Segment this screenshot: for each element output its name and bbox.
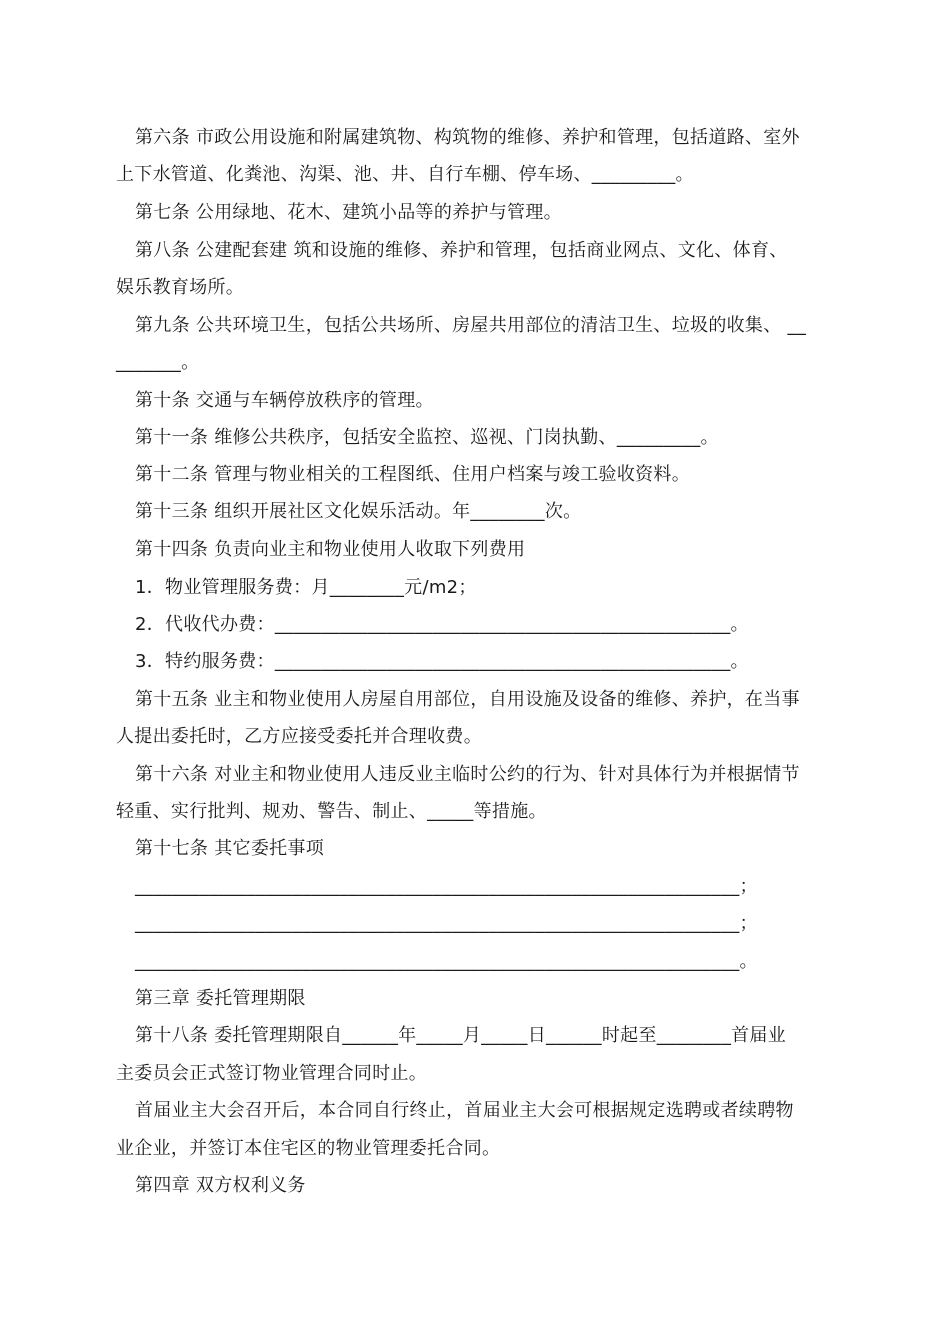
article-9-line-2: _______。: [116, 352, 200, 373]
article-6-line-1: 第六条 市政公用设施和附属建筑物、构筑物的维修、养护和管理，包括道路、室外: [135, 127, 800, 148]
other-item-blank-2: _________________________________________________________________；: [135, 913, 758, 934]
article-18-line-2: 主委员会正式签订物业管理合同时止。: [116, 1063, 428, 1084]
article-15-line-2: 人提出委托时，乙方应接受委托并合理收费。: [116, 726, 482, 747]
article-15-line-1: 第十五条 业主和物业使用人房屋自用部位，自用设施及设备的维修、养护，在当事: [135, 689, 800, 710]
other-item-blank-1: _________________________________________________________________；: [135, 876, 758, 897]
fee-item-3: 3．特约服务费：_________________________________________________。: [135, 651, 749, 672]
termination-line-2: 业企业，并签订本住宅区的物业管理委托合同。: [116, 1138, 501, 1159]
article-17: 第十七条 其它委托事项: [135, 838, 325, 859]
article-8-line-1: 第八条 公建配套建 筑和设施的维修、养护和管理，包括商业网点、文化、体育、: [135, 240, 788, 261]
article-13: 第十三条 组织开展社区文化娱乐活动。年________次。: [135, 501, 582, 522]
termination-line-1: 首届业主大会召开后，本合同自行终止，首届业主大会可根据规定选聘或者续聘物: [135, 1100, 794, 1121]
article-7: 第七条 公用绿地、花木、建筑小品等的养护与管理。: [135, 202, 562, 223]
article-8-line-2: 娱乐教育场所。: [116, 277, 245, 298]
chapter-3-heading: 第三章 委托管理期限: [135, 988, 306, 1009]
article-10: 第十条 交通与车辆停放秩序的管理。: [135, 390, 434, 411]
article-16-line-2: 轻重、实行批判、规劝、警告、制止、_____等措施。: [116, 801, 547, 822]
article-11: 第十一条 维修公共秩序，包括安全监控、巡视、门岗执勤、_________。: [135, 427, 719, 448]
fee-item-2: 2．代收代办费：_________________________________________________。: [135, 614, 749, 635]
article-12: 第十二条 管理与物业相关的工程图纸、住用户档案与竣工验收资料。: [135, 464, 691, 485]
article-14: 第十四条 负责向业主和物业使用人收取下列费用: [135, 539, 526, 560]
article-6-line-2: 上下水管道、化粪池、沟渠、池、井、自行车棚、停车场、_________。: [116, 164, 694, 185]
article-9-line-1: 第九条 公共环境卫生，包括公共场所、房屋共用部位的清洁卫生、垃圾的收集、 __: [135, 315, 807, 336]
fee-item-1: 1．物业管理服务费：月________元/m2；: [135, 577, 477, 598]
article-16-line-1: 第十六条 对业主和物业使用人违反业主临时公约的行为、针对具体行为并根据情节: [135, 764, 800, 785]
other-item-blank-3: _________________________________________________________________。: [135, 951, 758, 972]
article-18-line-1: 第十八条 委托管理期限自______年_____月_____日______时起至________首届业: [135, 1025, 787, 1046]
chapter-4-heading: 第四章 双方权利义务: [135, 1175, 306, 1196]
